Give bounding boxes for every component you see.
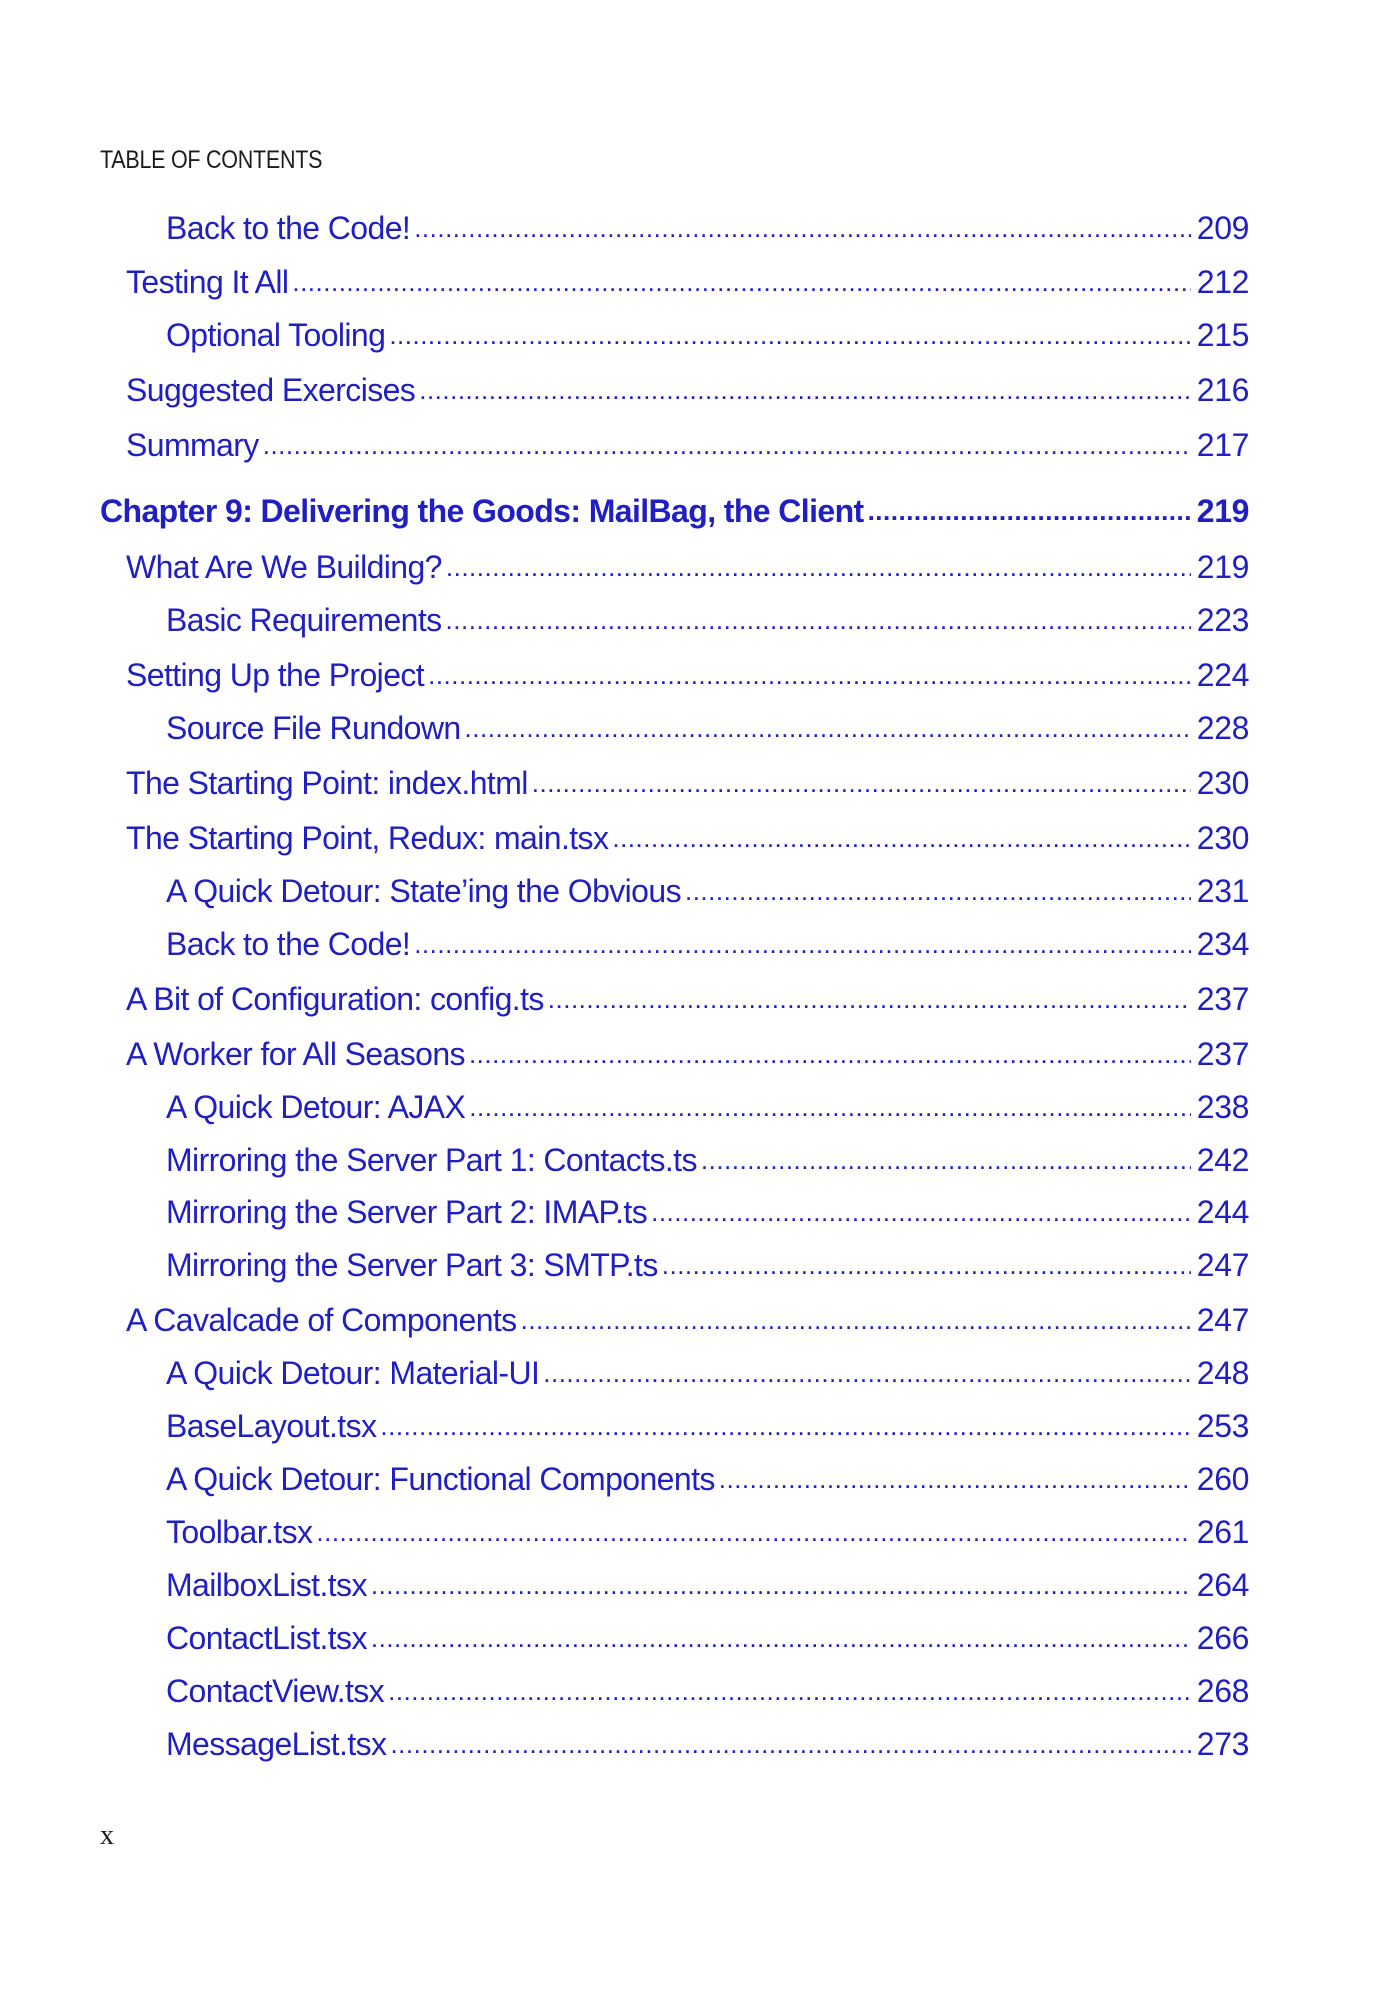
toc-entry-page: 237: [1196, 1036, 1249, 1072]
toc-entry-page: 230: [1196, 820, 1249, 856]
toc-entry[interactable]: [166, 708, 1249, 748]
dot-leader: [548, 979, 1191, 1019]
dot-leader: [662, 1245, 1191, 1285]
toc-entry-page: 209: [1196, 210, 1249, 246]
dot-leader: [390, 1724, 1190, 1764]
toc-entry-page: 212: [1196, 264, 1249, 300]
toc-entry[interactable]: [166, 1512, 1249, 1552]
toc-entry-page: 247: [1196, 1247, 1249, 1283]
dot-leader: [419, 370, 1191, 410]
dot-leader: [543, 1353, 1191, 1393]
toc-entry-page: 244: [1196, 1194, 1249, 1230]
toc-entry-page: 266: [1196, 1620, 1249, 1656]
toc-entry[interactable]: [166, 1353, 1249, 1393]
dot-leader: [521, 1300, 1191, 1340]
toc-entry[interactable]: [126, 547, 1249, 587]
dot-leader: [371, 1565, 1191, 1605]
toc-entry-page: 264: [1196, 1567, 1249, 1603]
toc-entry[interactable]: [166, 1406, 1249, 1446]
toc-entry[interactable]: [166, 600, 1249, 640]
dot-leader: [292, 262, 1190, 302]
toc-entry-page: 242: [1196, 1142, 1249, 1178]
dot-leader: [446, 547, 1191, 587]
toc-entry[interactable]: [166, 315, 1249, 355]
toc-entry[interactable]: [166, 208, 1249, 248]
dot-leader: [469, 1034, 1191, 1074]
toc-entry[interactable]: [126, 1300, 1249, 1340]
toc-entry[interactable]: [166, 871, 1249, 911]
toc-entry-page: 247: [1196, 1302, 1249, 1338]
toc-entry-title: ContactView.tsx: [166, 1673, 385, 1709]
toc-entry-title: BaseLayout.tsx: [166, 1408, 377, 1444]
dot-leader: [428, 655, 1191, 695]
dot-leader: [446, 600, 1191, 640]
toc-entry[interactable]: [166, 1459, 1249, 1499]
running-header: TABLE OF CONTENTS: [100, 146, 323, 174]
toc-entry[interactable]: [166, 1245, 1249, 1285]
dot-leader: [685, 871, 1191, 911]
dot-leader: [414, 208, 1191, 248]
dot-leader: [532, 763, 1191, 803]
toc-entry-title: A Quick Detour: State’ing the Obvious: [166, 873, 681, 909]
dot-leader: [651, 1192, 1191, 1232]
toc-entry-title: MessageList.tsx: [166, 1726, 387, 1762]
toc-entry-title: Optional Tooling: [166, 317, 386, 353]
toc-entry-title: MailboxList.tsx: [166, 1567, 367, 1603]
toc-entry-title: Chapter 9: Delivering the Goods: MailBag, the Client: [100, 493, 864, 529]
toc-entry-title: The Starting Point: index.html: [126, 765, 528, 801]
toc-entry-title: A Worker for All Seasons: [126, 1036, 465, 1072]
toc-entry-title: ContactList.tsx: [166, 1620, 367, 1656]
toc-entry-title: Back to the Code!: [166, 210, 411, 246]
toc-entry[interactable]: [126, 763, 1249, 803]
toc-entry-page: 219: [1196, 493, 1249, 529]
toc-entry-title: A Cavalcade of Components: [126, 1302, 517, 1338]
dot-leader: [389, 315, 1190, 355]
toc-entry-page: 216: [1196, 372, 1249, 408]
toc-entry-title: Mirroring the Server Part 2: IMAP.ts: [166, 1194, 648, 1230]
dot-leader: [371, 1618, 1191, 1658]
toc-entry-title: A Quick Detour: AJAX: [166, 1089, 466, 1125]
toc-entry-title: A Quick Detour: Material-UI: [166, 1355, 540, 1391]
toc-entry-page: 238: [1196, 1089, 1249, 1125]
toc-entry[interactable]: [166, 1565, 1249, 1605]
dot-leader: [414, 924, 1191, 964]
dot-leader: [380, 1406, 1190, 1446]
toc-entry-page: 231: [1196, 873, 1249, 909]
toc-entry-page: 219: [1196, 549, 1249, 585]
toc-entry[interactable]: [166, 1724, 1249, 1764]
toc-entry-title: The Starting Point, Redux: main.tsx: [126, 820, 609, 856]
dot-leader: [868, 491, 1191, 531]
toc-entry-page: 253: [1196, 1408, 1249, 1444]
toc-entry[interactable]: [166, 1671, 1249, 1711]
page-folio: x: [100, 1820, 114, 1851]
toc-entry[interactable]: [166, 1087, 1249, 1127]
dot-leader: [465, 708, 1191, 748]
dot-leader: [612, 818, 1190, 858]
toc-entry[interactable]: [126, 655, 1249, 695]
toc-entry-page: 237: [1196, 981, 1249, 1017]
dot-leader: [316, 1512, 1190, 1552]
toc-entry[interactable]: [166, 1618, 1249, 1658]
toc-entry[interactable]: [166, 1192, 1249, 1232]
dot-leader: [263, 425, 1191, 465]
toc-entry[interactable]: [126, 262, 1249, 302]
toc-entry-title: Toolbar.tsx: [166, 1514, 313, 1550]
dot-leader: [719, 1459, 1191, 1499]
toc-entry[interactable]: [126, 979, 1249, 1019]
toc-entry[interactable]: [126, 1034, 1249, 1074]
dot-leader: [701, 1140, 1191, 1180]
toc-entry-page: 230: [1196, 765, 1249, 801]
toc-entry-page: 217: [1196, 427, 1249, 463]
toc-entry[interactable]: [126, 818, 1249, 858]
toc-entry-title: Summary: [126, 427, 259, 463]
toc-entry-page: 228: [1196, 710, 1249, 746]
toc-entry[interactable]: [126, 425, 1249, 465]
toc-entry-title: What Are We Building?: [126, 549, 442, 585]
toc-entry-title: A Quick Detour: Functional Components: [166, 1461, 715, 1497]
toc-entry-page: 260: [1196, 1461, 1249, 1497]
toc-chapter-entry[interactable]: [100, 491, 1249, 531]
toc-entry-title: Mirroring the Server Part 1: Contacts.ts: [166, 1142, 697, 1178]
dot-leader: [469, 1087, 1191, 1127]
toc-entry-page: 234: [1196, 926, 1249, 962]
toc-entry-title: A Bit of Configuration: config.ts: [126, 981, 544, 1017]
toc-entry-page: 223: [1196, 602, 1249, 638]
toc-entry-page: 268: [1196, 1673, 1249, 1709]
toc-entry-title: Basic Requirements: [166, 602, 442, 638]
toc-entry-title: Suggested Exercises: [126, 372, 416, 408]
toc-entry-page: 224: [1196, 657, 1249, 693]
toc-entry-title: Source File Rundown: [166, 710, 461, 746]
toc-entry-page: 273: [1196, 1726, 1249, 1762]
toc-entry-page: 248: [1196, 1355, 1249, 1391]
toc-entry-page: 261: [1196, 1514, 1249, 1550]
toc-entry-title: Mirroring the Server Part 3: SMTP.ts: [166, 1247, 658, 1283]
toc-entry-title: Testing It All: [126, 264, 289, 300]
toc-entry-page: 215: [1196, 317, 1249, 353]
dot-leader: [388, 1671, 1191, 1711]
toc-entry[interactable]: [166, 924, 1249, 964]
toc-entry-title: Back to the Code!: [166, 926, 411, 962]
toc-entry-title: Setting Up the Project: [126, 657, 425, 693]
toc-entry[interactable]: [126, 370, 1249, 410]
toc-entry[interactable]: [166, 1140, 1249, 1180]
